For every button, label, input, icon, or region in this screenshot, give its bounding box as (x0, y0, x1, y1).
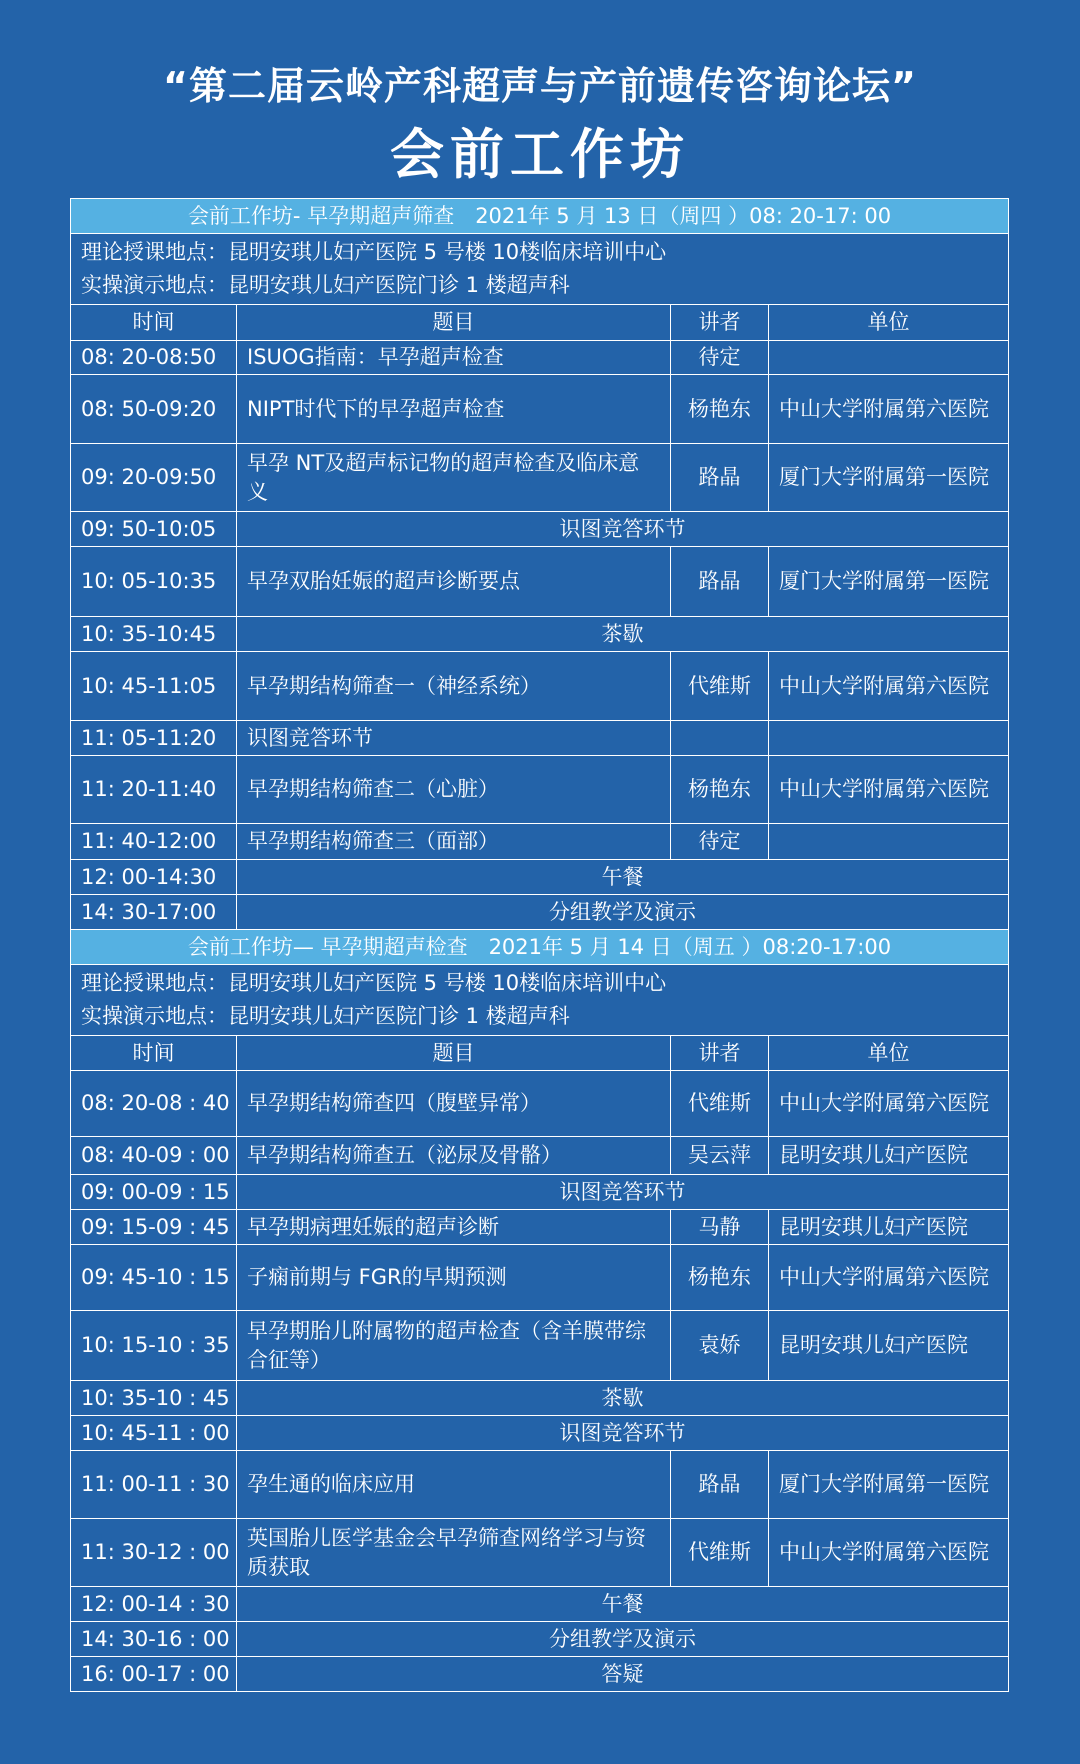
time-cell: 10: 45-11 : 00 (71, 1416, 237, 1451)
session-cell: 茶歇 (237, 617, 1009, 652)
day1-theory-location: 理论授课地点：昆明安琪儿妇产医院 5 号楼 10楼临床培训中心 (81, 240, 667, 264)
table-row (71, 1245, 1009, 1311)
unit-cell (769, 824, 1009, 860)
table-row (71, 341, 1009, 375)
time-cell: 10: 35-10 : 45 (71, 1381, 237, 1416)
col-header-unit: 单位 (769, 1036, 1009, 1071)
table-row (71, 1381, 1009, 1416)
topic-cell: 早孕期结构筛查四（腹壁异常） (237, 1071, 671, 1137)
table-row (71, 375, 1009, 444)
schedule-table (70, 198, 1009, 1692)
table-row (71, 1416, 1009, 1451)
table-row (71, 547, 1009, 617)
table-row (71, 1587, 1009, 1622)
time-cell: 09: 45-10 : 15 (71, 1245, 237, 1311)
topic-cell: ISUOG指南：早孕超声检查 (237, 341, 671, 375)
col-header-topic: 题目 (237, 1036, 671, 1071)
speaker-cell: 吴云萍 (671, 1137, 769, 1175)
table-row (71, 1210, 1009, 1245)
col-header-speaker: 讲者 (671, 305, 769, 341)
speaker-cell: 路晶 (671, 444, 769, 512)
time-cell: 08: 40-09 : 00 (71, 1137, 237, 1175)
speaker-cell: 杨艳东 (671, 375, 769, 444)
unit-cell: 昆明安琪儿妇产医院 (769, 1210, 1009, 1245)
unit-cell: 中山大学附属第六医院 (769, 1071, 1009, 1137)
day2-header-row (71, 1036, 1009, 1071)
col-header-time: 时间 (71, 1036, 237, 1071)
table-row (71, 1622, 1009, 1657)
speaker-cell: 代维斯 (671, 1519, 769, 1587)
table-row (71, 721, 1009, 756)
time-cell: 09: 50-10:05 (71, 512, 237, 547)
time-cell: 09: 20-09:50 (71, 444, 237, 512)
unit-cell: 中山大学附属第六医院 (769, 756, 1009, 824)
speaker-cell: 杨艳东 (671, 1245, 769, 1311)
topic-cell: 早孕双胎妊娠的超声诊断要点 (237, 547, 671, 617)
day1-banner: 会前工作坊- 早孕期超声筛查 2021年 5 月 13 日（周四 ）08: 20-17: 00 (71, 199, 1009, 234)
time-cell: 11: 40-12:00 (71, 824, 237, 860)
unit-cell (769, 721, 1009, 756)
time-cell: 12: 00-14:30 (71, 860, 237, 895)
table-row (71, 652, 1009, 721)
time-cell: 11: 05-11:20 (71, 721, 237, 756)
table-row (71, 1175, 1009, 1210)
day2-banner-row (71, 930, 1009, 965)
topic-cell: 早孕期结构筛查二（心脏） (237, 756, 671, 824)
speaker-cell: 待定 (671, 824, 769, 860)
day1-header-row (71, 305, 1009, 341)
table-row (71, 860, 1009, 895)
time-cell: 10: 05-10:35 (71, 547, 237, 617)
unit-cell: 中山大学附属第六医院 (769, 652, 1009, 721)
table-row (71, 895, 1009, 930)
day1-locations (71, 234, 1009, 305)
col-header-speaker: 讲者 (671, 1036, 769, 1071)
session-cell: 茶歇 (237, 1381, 1009, 1416)
workshop-title: 会前工作坊 (390, 123, 690, 186)
topic-cell: 早孕期结构筛查五（泌尿及骨骼） (237, 1137, 671, 1175)
time-cell: 10: 15-10 : 35 (71, 1311, 237, 1381)
time-cell: 14: 30-17:00 (71, 895, 237, 930)
time-cell: 14: 30-16 : 00 (71, 1622, 237, 1657)
time-cell: 08: 50-09:20 (71, 375, 237, 444)
table-row (71, 1311, 1009, 1381)
table-row (71, 444, 1009, 512)
unit-cell: 厦门大学附属第一医院 (769, 547, 1009, 617)
session-cell: 午餐 (237, 1587, 1009, 1622)
table-row (71, 1137, 1009, 1175)
time-cell: 11: 30-12 : 00 (71, 1519, 237, 1587)
unit-cell: 中山大学附属第六医院 (769, 375, 1009, 444)
session-cell: 识图竞答环节 (237, 1175, 1009, 1210)
unit-cell: 中山大学附属第六医院 (769, 1519, 1009, 1587)
time-cell: 11: 20-11:40 (71, 756, 237, 824)
day1-practice-location: 实操演示地点：昆明安琪儿妇产医院门诊 1 楼超声科 (81, 273, 570, 297)
day1-banner-row (71, 199, 1009, 234)
time-cell: 16: 00-17 : 00 (71, 1657, 237, 1692)
forum-title: “第二届云岭产科超声与产前遗传咨询论坛” (163, 64, 917, 108)
unit-cell: 昆明安琪儿妇产医院 (769, 1137, 1009, 1175)
col-header-topic: 题目 (237, 305, 671, 341)
day2-location-row (71, 965, 1009, 1036)
speaker-cell: 路晶 (671, 547, 769, 617)
day2-locations (71, 965, 1009, 1036)
session-cell: 分组教学及演示 (237, 895, 1009, 930)
topic-cell: 识图竞答环节 (237, 721, 671, 756)
table-row (71, 1071, 1009, 1137)
day2-banner: 会前工作坊— 早孕期超声检查 2021年 5 月 14 日（周五 ）08:20-17:00 (71, 930, 1009, 965)
topic-cell: 子痫前期与 FGR的早期预测 (237, 1245, 671, 1311)
topic-cell: 早孕期结构筛查三（面部） (237, 824, 671, 860)
unit-cell: 中山大学附属第六医院 (769, 1245, 1009, 1311)
day1-location-row (71, 234, 1009, 305)
topic-cell: 早孕 NT及超声标记物的超声检查及临床意义 (237, 444, 671, 512)
time-cell: 09: 00-09 : 15 (71, 1175, 237, 1210)
table-row (71, 824, 1009, 860)
day2-practice-location: 实操演示地点：昆明安琪儿妇产医院门诊 1 楼超声科 (81, 1004, 570, 1028)
speaker-cell: 马静 (671, 1210, 769, 1245)
col-header-unit: 单位 (769, 305, 1009, 341)
topic-cell: 孕生通的临床应用 (237, 1451, 671, 1519)
unit-cell: 厦门大学附属第一医院 (769, 1451, 1009, 1519)
table-row (71, 512, 1009, 547)
table-row (71, 1519, 1009, 1587)
session-cell: 识图竞答环节 (237, 1416, 1009, 1451)
time-cell: 09: 15-09 : 45 (71, 1210, 237, 1245)
topic-cell: NIPT时代下的早孕超声检查 (237, 375, 671, 444)
speaker-cell: 待定 (671, 341, 769, 375)
time-cell: 08: 20-08 : 40 (71, 1071, 237, 1137)
unit-cell (769, 341, 1009, 375)
day2-theory-location: 理论授课地点：昆明安琪儿妇产医院 5 号楼 10楼临床培训中心 (81, 971, 667, 995)
topic-cell: 早孕期结构筛查一（神经系统） (237, 652, 671, 721)
table-row (71, 1657, 1009, 1692)
speaker-cell: 代维斯 (671, 652, 769, 721)
session-cell: 识图竞答环节 (237, 512, 1009, 547)
col-header-time: 时间 (71, 305, 237, 341)
session-cell: 分组教学及演示 (237, 1622, 1009, 1657)
topic-cell: 英国胎儿医学基金会早孕筛查网络学习与资质获取 (237, 1519, 671, 1587)
speaker-cell (671, 721, 769, 756)
time-cell: 10: 45-11:05 (71, 652, 237, 721)
topic-cell: 早孕期胎儿附属物的超声检查（含羊膜带综合征等） (237, 1311, 671, 1381)
session-cell: 答疑 (237, 1657, 1009, 1692)
table-row (71, 756, 1009, 824)
unit-cell: 厦门大学附属第一医院 (769, 444, 1009, 512)
speaker-cell: 袁娇 (671, 1311, 769, 1381)
time-cell: 08: 20-08:50 (71, 341, 237, 375)
speaker-cell: 杨艳东 (671, 756, 769, 824)
session-cell: 午餐 (237, 860, 1009, 895)
speaker-cell: 代维斯 (671, 1071, 769, 1137)
unit-cell: 昆明安琪儿妇产医院 (769, 1311, 1009, 1381)
table-row (71, 1451, 1009, 1519)
topic-cell: 早孕期病理妊娠的超声诊断 (237, 1210, 671, 1245)
time-cell: 12: 00-14 : 30 (71, 1587, 237, 1622)
speaker-cell: 路晶 (671, 1451, 769, 1519)
time-cell: 11: 00-11 : 30 (71, 1451, 237, 1519)
time-cell: 10: 35-10:45 (71, 617, 237, 652)
table-row (71, 617, 1009, 652)
